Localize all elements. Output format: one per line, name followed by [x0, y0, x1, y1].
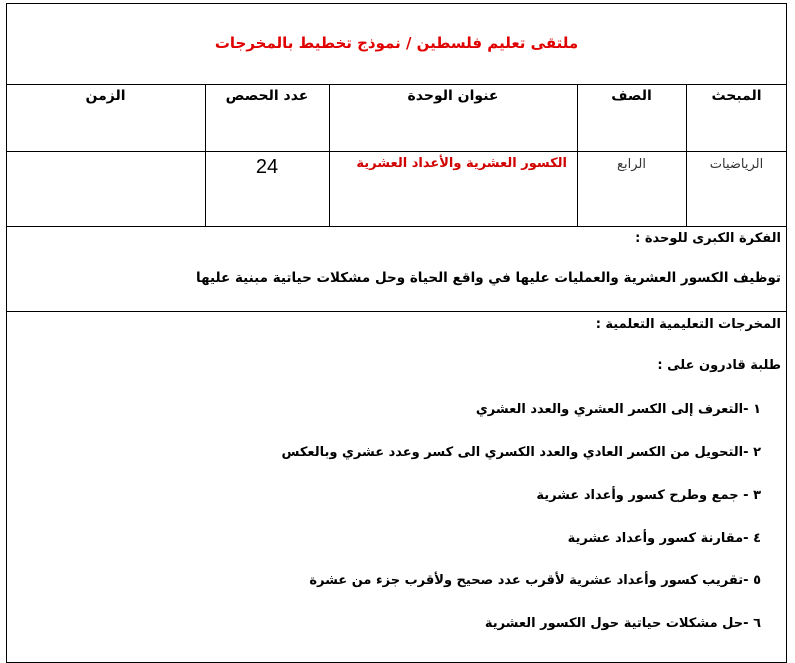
outcomes-label: المخرجات التعليمية التعلمية : — [595, 317, 781, 332]
outcome-item-1: ١ -التعرف إلى الكسر العشري والعدد العشري — [475, 402, 761, 417]
outcome-item-2: ٢ -التحويل من الكسر العادي والعدد الكسري الى كسر وعدد عشري وبالعكس — [281, 445, 761, 460]
col-divider-periods — [329, 84, 330, 226]
outcome-item-6: ٦ -حل مشكلات حياتية حول الكسور العشرية — [484, 616, 761, 631]
col-divider-unit — [577, 84, 578, 226]
header-subject: المبحث — [711, 88, 762, 104]
big-idea-bottom-border — [6, 311, 787, 312]
outcomes-intro: طلبة قادرون على : — [657, 358, 781, 373]
outcome-item-5: ٥ -تقريب كسور وأعداد عشرية لأقرب عدد صحيح ولأقرب جزء من عشرة — [309, 573, 761, 588]
header-unit-title: عنوان الوحدة — [407, 88, 499, 104]
col-divider-time — [205, 84, 206, 226]
page-title: ملتقى تعليم فلسطين / نموذج تخطيط بالمخرجات — [214, 34, 579, 52]
col-divider-grade — [686, 84, 687, 226]
outcome-item-4: ٤ -مقارنة كسور وأعداد عشرية — [567, 531, 761, 546]
value-grade: الرابع — [617, 157, 646, 172]
header-time: الزمن — [85, 88, 126, 104]
outcome-item-3: ٣ - جمع وطرح كسور وأعداد عشرية — [536, 488, 761, 503]
big-idea-text: توظيف الكسور العشرية والعمليات عليها في واقع الحياة وحل مشكلات حياتية مبنية عليها — [196, 270, 781, 286]
value-unit-title: الكسور العشرية والأعداد العشرية — [356, 156, 567, 171]
big-idea-label: الفكرة الكبرى للوحدة : — [635, 231, 781, 246]
header-grade: الصف — [611, 88, 652, 104]
table-header-divider — [6, 151, 787, 152]
value-subject: الرياضيات — [709, 157, 764, 172]
value-periods: 24 — [255, 156, 279, 178]
table-top-border — [6, 84, 787, 85]
table-bottom-border — [6, 226, 787, 227]
header-periods: عدد الحصص — [225, 88, 309, 104]
